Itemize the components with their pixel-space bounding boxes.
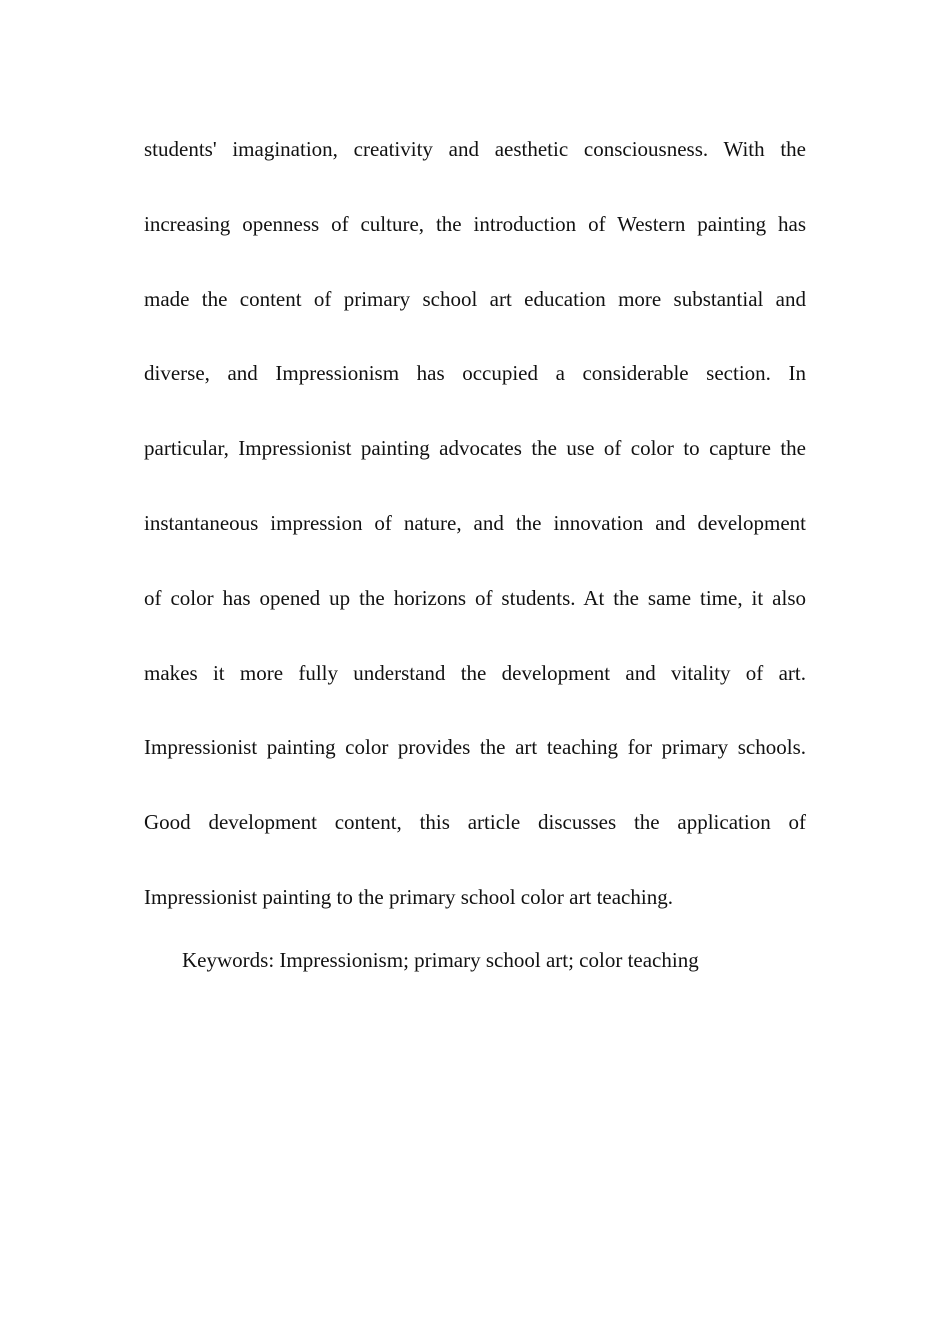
paragraph-line: students' imagination, creativity and aesthetic consciousness. With the <box>144 137 806 161</box>
paragraph-line: makes it more fully understand the development and vitality of art. <box>144 660 806 685</box>
paragraph-line: Impressionist painting to the primary school color art teaching. <box>144 884 673 909</box>
paragraph-line: Good development content, this article discusses the application of <box>144 810 806 835</box>
paragraph-line: Impressionist painting color provides the art teaching for primary schools. <box>144 735 806 760</box>
paragraph-line: instantaneous impression of nature, and the innovation and development <box>144 510 806 535</box>
abstract-paragraph <box>144 112 806 935</box>
paragraph-line: diverse, and Impressionism has occupied a considerable section. In <box>144 361 806 386</box>
keywords-line: Keywords: Impressionism; primary school art; color teaching <box>182 948 699 972</box>
paragraph-line: particular, Impressionist painting advocates the use of color to capture the <box>144 436 806 461</box>
paragraph-line: made the content of primary school art education more substantial and <box>144 286 806 311</box>
paragraph-line: increasing openness of culture, the introduction of Western painting has <box>144 211 806 236</box>
paragraph-line: of color has opened up the horizons of students. At the same time, it also <box>144 585 806 610</box>
